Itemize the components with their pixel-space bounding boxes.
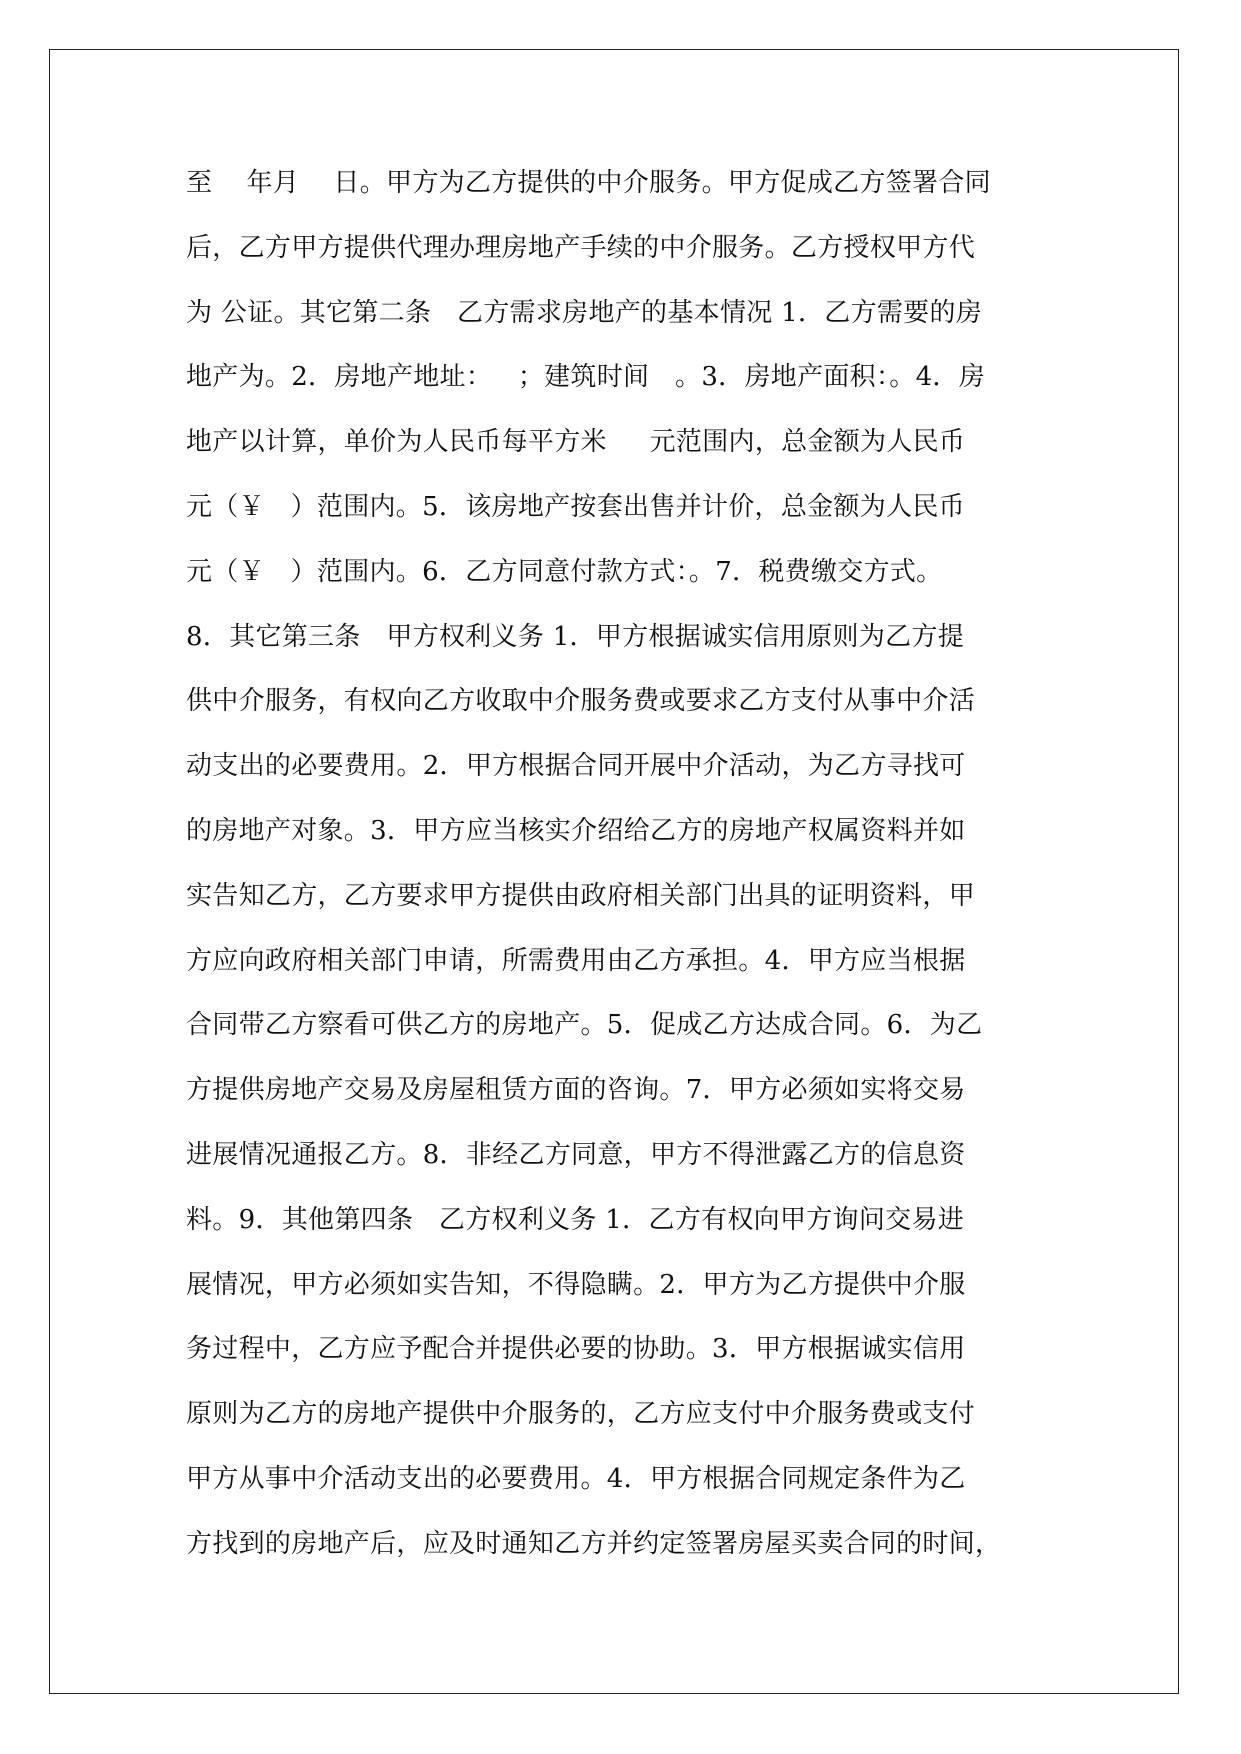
text-line: 8．其它第三条 甲方权利义务 1．甲方根据诚实信用原则为乙方提: [186, 621, 965, 652]
text-line: 至 年月 日。甲方为乙方提供的中介服务。甲方促成乙方签署合同: [186, 168, 991, 198]
document-body: [186, 158, 1066, 1584]
text-line: 供中介服务，有权向乙方收取中介服务费或要求乙方支付从事中介活: [186, 686, 976, 717]
text-line: 元（￥ ）范围内。5．该房地产按套出售并计价，总金额为人民币: [186, 491, 965, 522]
text-line: 方提供房地产交易及房屋租赁方面的咨询。7．甲方必须如实将交易: [186, 1075, 966, 1106]
text-line: 方找到的房地产后，应及时通知乙方并约定签署房屋买卖合同的时间，: [186, 1528, 1002, 1559]
text-line: 务过程中，乙方应予配合并提供必要的协助。3．甲方根据诚实信用: [186, 1334, 966, 1365]
text-line: 料。9．其他第四条 乙方权利义务 1．乙方有权向甲方询问交易进: [186, 1204, 965, 1235]
text-line: 甲方从事中介活动支出的必要费用。4．甲方根据合同规定条件为乙: [186, 1463, 966, 1494]
text-line: 展情况，甲方必须如实告知，不得隐瞒。2．甲方为乙方提供中介服: [186, 1269, 966, 1300]
text-line: 原则为乙方的房地产提供中介服务的，乙方应支付中介服务费或支付: [186, 1399, 976, 1430]
text-line: 进展情况通报乙方。8．非经乙方同意，甲方不得泄露乙方的信息资: [186, 1139, 966, 1170]
text-line: 元（￥ ）范围内。6．乙方同意付款方式：。7．税费缴交方式。: [186, 556, 943, 587]
text-line: 方应向政府相关部门申请，所需费用由乙方承担。4．甲方应当根据: [186, 945, 966, 976]
text-line: 地产以计算，单价为人民币每平方米 元范围内，总金额为人民币: [186, 427, 966, 458]
text-line: 动支出的必要费用。2．甲方根据合同开展中介活动，为乙方寻找可: [186, 751, 966, 782]
text-line: 合同带乙方察看可供乙方的房地产。5．促成乙方达成合同。6．为乙: [186, 1010, 983, 1041]
text-line: 地产为。2．房地产地址： ；建筑时间 。3．房地产面积：。4．房: [186, 362, 986, 393]
text-line: 的房地产对象。3．甲方应当核实介绍给乙方的房地产权属资料并如: [186, 815, 966, 846]
text-line: 为 公证。其它第二条 乙方需求房地产的基本情况 1．乙方需要的房: [186, 297, 983, 328]
text-line: 后，乙方甲方提供代理办理房地产手续的中介服务。乙方授权甲方代: [186, 232, 976, 263]
text-line: 实告知乙方，乙方要求甲方提供由政府相关部门出具的证明资料，甲: [186, 880, 976, 911]
